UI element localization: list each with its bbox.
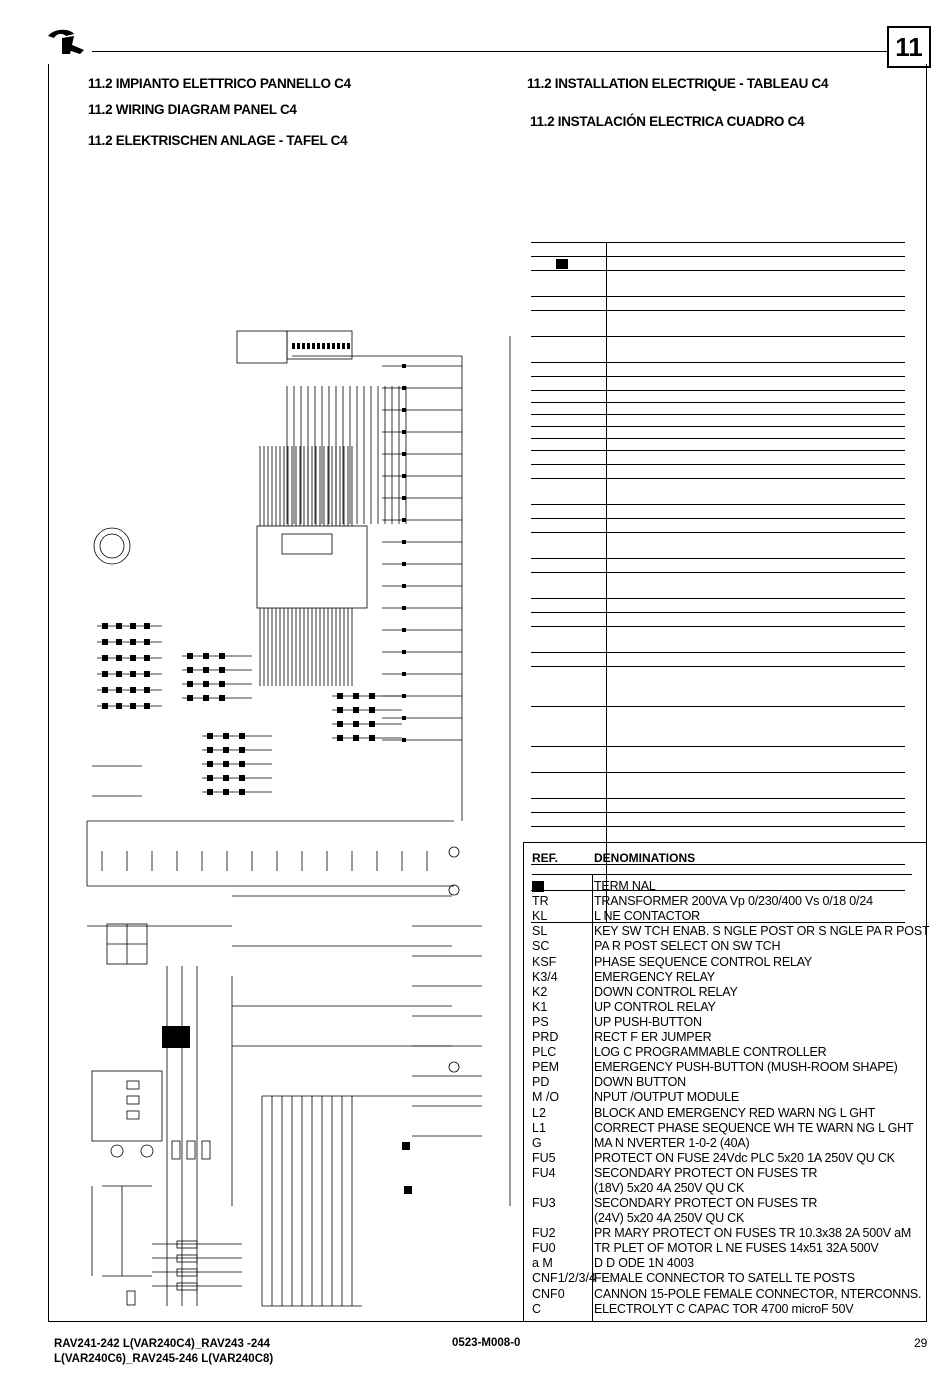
- blank-table-row: [531, 451, 905, 465]
- legend-ref: C: [532, 1301, 542, 1316]
- component: [144, 639, 150, 645]
- component: [369, 735, 375, 741]
- component: [402, 430, 406, 434]
- legend-ref: [532, 879, 544, 894]
- component: [312, 343, 315, 349]
- component: [223, 733, 229, 739]
- legend-denomination: PROTECT ON FUSE 24Vdc PLC 5x20 1A 250V QU CK: [594, 1150, 895, 1165]
- component: [144, 687, 150, 693]
- legend-ref: TR: [532, 894, 549, 909]
- blank-table-row: [531, 479, 905, 505]
- component: [130, 639, 136, 645]
- blank-table-row: [531, 773, 905, 799]
- blank-table-row: [531, 415, 905, 427]
- wiring-diagram: [82, 326, 522, 1321]
- blank-table-row: [531, 613, 905, 627]
- component: [223, 789, 229, 795]
- component: [219, 667, 225, 673]
- footer-models-line2: L(VAR240C6)_RAV245-246 L(VAR240C8): [54, 1353, 274, 1365]
- manufacturer-logo: [44, 26, 88, 56]
- legend-ref: FU0: [532, 1241, 556, 1256]
- title-german: 11.2 ELEKTRISCHEN ANLAGE - TAFEL C4: [88, 133, 348, 148]
- legend-ref: PD: [532, 1075, 550, 1090]
- legend-denomination: PR MARY PROTECT ON FUSES TR 10.3x38 2A 500V aM: [594, 1226, 912, 1241]
- component: [402, 408, 406, 412]
- component: [342, 343, 345, 349]
- component: [402, 452, 406, 456]
- title-italian: 11.2 IMPIANTO ELETTRICO PANNELLO C4: [88, 76, 351, 91]
- component: [402, 474, 406, 478]
- legend-ref: a M: [532, 1256, 553, 1271]
- legend-denomination: EMERGENCY RELAY: [594, 969, 715, 984]
- legend-ref: SL: [532, 924, 548, 939]
- blank-table-row: [531, 377, 905, 391]
- component: [402, 672, 406, 676]
- component: [337, 735, 343, 741]
- legend-denomination: TR PLET OF MOTOR L NE FUSES 14x51 32A 500V: [594, 1241, 879, 1256]
- component: [207, 747, 213, 753]
- blank-table-row: [531, 271, 905, 297]
- blank-table-row: [531, 363, 905, 377]
- component: [317, 343, 320, 349]
- component: [116, 671, 122, 677]
- legend-ref: FU5: [532, 1150, 556, 1165]
- component: [203, 667, 209, 673]
- title-french: 11.2 INSTALLATION ELECTRIQUE - TABLEAU C4: [527, 76, 829, 91]
- blank-table-row: [531, 747, 905, 773]
- component: [102, 639, 108, 645]
- legend-denomination: CANNON 15-POLE FEMALE CONNECTOR, NTERCONNS.: [594, 1286, 922, 1301]
- legend-ref: PS: [532, 1014, 549, 1029]
- component: [102, 703, 108, 709]
- legend-denomination: UP PUSH-BUTTON: [594, 1014, 702, 1029]
- component: [302, 343, 305, 349]
- component: [239, 789, 245, 795]
- footer-doc-code: 0523-M008-0: [452, 1337, 521, 1349]
- component: [369, 721, 375, 727]
- legend-ref: PLC: [532, 1045, 557, 1060]
- component: [292, 343, 295, 349]
- legend-denomination: SECONDARY PROTECT ON FUSES TR: [594, 1196, 818, 1210]
- legend-ref: K2: [532, 984, 548, 999]
- component: [239, 775, 245, 781]
- component: [207, 775, 213, 781]
- component: [102, 655, 108, 661]
- legend-ref: M /O: [532, 1090, 560, 1105]
- legend-ref: KSF: [532, 954, 557, 969]
- component: [402, 364, 406, 368]
- blank-table-row: [531, 799, 905, 813]
- component: [402, 540, 406, 544]
- component: [207, 761, 213, 767]
- component: [127, 1081, 139, 1089]
- blank-table-row: [531, 519, 905, 533]
- blank-table-row: [531, 653, 905, 667]
- component: [177, 1241, 197, 1248]
- component: [402, 584, 406, 588]
- component: [353, 721, 359, 727]
- legend-ref: PEM: [532, 1060, 560, 1075]
- legend-denomination: NPUT /OUTPUT MODULE: [594, 1090, 740, 1105]
- component: [402, 628, 406, 632]
- legend-ref: FU2: [532, 1226, 556, 1241]
- component: [402, 518, 406, 522]
- blank-reference-table: [531, 242, 905, 923]
- component: [237, 331, 287, 363]
- component: [369, 707, 375, 713]
- chapter-number: 11: [887, 26, 931, 68]
- legend-denomination-cont: (18V) 5x20 4A 250V QU CK: [594, 1180, 745, 1195]
- component: [402, 386, 406, 390]
- legend-denomination: KEY SW TCH ENAB. S NGLE POST OR S NGLE PA R POST: [594, 924, 930, 939]
- component: [162, 1026, 190, 1048]
- footer-models: [54, 1337, 273, 1367]
- legend-ref: G: [532, 1135, 542, 1150]
- component: [404, 1186, 412, 1194]
- component: [187, 667, 193, 673]
- component: [402, 716, 406, 720]
- component: [337, 721, 343, 727]
- legend-ref: CNF0: [532, 1286, 565, 1301]
- component: [177, 1255, 197, 1262]
- blank-table-row: [531, 707, 905, 747]
- component: [127, 1096, 139, 1104]
- blank-table-row: [531, 667, 905, 707]
- component: [177, 1269, 197, 1276]
- legend-denomination: PA R POST SELECT ON SW TCH: [594, 939, 781, 954]
- component: [402, 606, 406, 610]
- terminal-square-icon: [532, 881, 544, 892]
- component: [257, 526, 367, 608]
- component: [177, 1283, 197, 1290]
- component: [239, 747, 245, 753]
- component: [402, 694, 406, 698]
- component: [353, 735, 359, 741]
- blank-table-row: [531, 391, 905, 403]
- component: [327, 343, 330, 349]
- component: [116, 703, 122, 709]
- blank-table-row: [531, 439, 905, 451]
- component: [116, 687, 122, 693]
- component: [402, 1142, 410, 1150]
- legend-denomination: LOG C PROGRAMMABLE CONTROLLER: [594, 1045, 827, 1060]
- component: [337, 343, 340, 349]
- component: [337, 693, 343, 699]
- component: [402, 496, 406, 500]
- legend-denomination: ELECTROLYT C CAPAC TOR 4700 microF 50V: [594, 1301, 854, 1316]
- component: [144, 623, 150, 629]
- legend-denomination: DOWN CONTROL RELAY: [594, 984, 738, 999]
- legend-ref: FU3: [532, 1196, 556, 1210]
- blank-table-row: [531, 559, 905, 573]
- legend-ref: CNF1/2/3/4: [532, 1271, 596, 1286]
- component: [116, 639, 122, 645]
- component: [116, 623, 122, 629]
- legend-ref: PRD: [532, 1030, 559, 1044]
- component: [282, 534, 332, 554]
- component: [239, 761, 245, 767]
- terminal-square-icon: [556, 259, 568, 269]
- header-rule: [92, 51, 887, 52]
- component: [130, 703, 136, 709]
- component: [219, 653, 225, 659]
- legend-denomination: EMERGENCY PUSH-BUTTON (MUSH-ROOM SHAPE): [594, 1060, 898, 1075]
- legend-ref: K3/4: [532, 969, 558, 984]
- component: [187, 695, 193, 701]
- legend-header-rule: [532, 874, 912, 875]
- blank-table-row: [531, 505, 905, 519]
- page-number: 29: [914, 1336, 928, 1350]
- blank-table-row: [531, 297, 905, 311]
- component: [102, 687, 108, 693]
- component: [130, 623, 136, 629]
- legend-denomination: SECONDARY PROTECT ON FUSES TR: [594, 1165, 818, 1180]
- legend-denomination-cont: (24V) 5x20 4A 250V QU CK: [594, 1211, 745, 1225]
- component: [102, 671, 108, 677]
- legend-ref: SC: [532, 939, 550, 954]
- legend-column-divider: [592, 874, 593, 1322]
- component: [144, 703, 150, 709]
- component: [144, 655, 150, 661]
- component: [369, 693, 375, 699]
- blank-table-row: [531, 311, 905, 337]
- legend-denomination: BLOCK AND EMERGENCY RED WARN NG L GHT: [594, 1105, 876, 1120]
- component: [203, 653, 209, 659]
- component: [127, 1291, 135, 1305]
- component: [202, 1141, 210, 1159]
- component: [187, 1141, 195, 1159]
- component: [402, 650, 406, 654]
- component: [402, 562, 406, 566]
- legend-ref: L2: [532, 1105, 546, 1120]
- legend-denomination: CORRECT PHASE SEQUENCE WH TE WARN NG L GHT: [594, 1120, 914, 1135]
- blank-table-row: [531, 403, 905, 415]
- lamp: [449, 885, 459, 895]
- blank-table-row: [531, 813, 905, 827]
- legend-denomination: PHASE SEQUENCE CONTROL RELAY: [594, 954, 813, 969]
- legend-denomination: D D ODE 1N 4003: [594, 1256, 694, 1271]
- component: [353, 693, 359, 699]
- component: [127, 1111, 139, 1119]
- blank-table-row: [531, 257, 905, 271]
- component: [187, 681, 193, 687]
- component: [353, 707, 359, 713]
- lamp: [449, 1062, 459, 1072]
- legend-denomination: RECT F ER JUMPER: [594, 1030, 712, 1044]
- legend-ref-header: REF.: [532, 851, 559, 865]
- component: [130, 655, 136, 661]
- component: [144, 671, 150, 677]
- legend-denomination: UP CONTROL RELAY: [594, 999, 716, 1014]
- component: [297, 343, 300, 349]
- lamp: [94, 528, 130, 564]
- legend-table: [523, 842, 930, 1322]
- component: [337, 707, 343, 713]
- legend-denomination: FEMALE CONNECTOR TO SATELL TE POSTS: [594, 1271, 855, 1286]
- component: [130, 671, 136, 677]
- component: [102, 623, 108, 629]
- title-english: 11.2 WIRING DIAGRAM PANEL C4: [88, 102, 297, 117]
- component: [130, 687, 136, 693]
- lamp: [141, 1145, 153, 1157]
- component: [332, 343, 335, 349]
- component: [187, 653, 193, 659]
- legend-denomination: L NE CONTACTOR: [594, 909, 701, 924]
- component: [207, 733, 213, 739]
- component: [307, 343, 310, 349]
- lamp: [449, 847, 459, 857]
- legend-den-header: DENOMINATIONS: [594, 851, 696, 865]
- legend-denomination: TERM NAL: [594, 879, 656, 893]
- legend-ref: K1: [532, 999, 548, 1014]
- blank-table-row: [531, 243, 905, 257]
- lamp: [100, 534, 124, 558]
- component: [402, 738, 406, 742]
- component: [203, 695, 209, 701]
- legend-ref: KL: [532, 909, 548, 924]
- component: [223, 761, 229, 767]
- legend-denomination: TRANSFORMER 200VA Vp 0/230/400 Vs 0/18 0/24: [594, 894, 873, 909]
- component: [223, 775, 229, 781]
- component: [207, 789, 213, 795]
- blank-table-row: [531, 533, 905, 559]
- component: [219, 695, 225, 701]
- component: [239, 733, 245, 739]
- blank-table-row: [531, 573, 905, 599]
- title-spanish: 11.2 INSTALACIÓN ELECTRICA CUADRO C4: [530, 114, 805, 129]
- legend-ref: FU4: [532, 1165, 556, 1180]
- component: [347, 343, 350, 349]
- blank-table-row: [531, 337, 905, 363]
- blank-table-row: [531, 599, 905, 613]
- legend-denomination: DOWN BUTTON: [594, 1075, 687, 1090]
- component: [322, 343, 325, 349]
- lamp: [111, 1145, 123, 1157]
- component: [116, 655, 122, 661]
- component: [172, 1141, 180, 1159]
- legend-denomination: MA N NVERTER 1-0-2 (40A): [594, 1135, 750, 1150]
- legend-ref: L1: [532, 1120, 546, 1135]
- blank-table-row: [531, 465, 905, 479]
- blank-table-row: [531, 427, 905, 439]
- component: [203, 681, 209, 687]
- component: [223, 747, 229, 753]
- blank-table-row: [531, 627, 905, 653]
- component: [219, 681, 225, 687]
- footer-models-line1: RAV241-242 L(VAR240C4)_RAV243 -244: [54, 1338, 271, 1350]
